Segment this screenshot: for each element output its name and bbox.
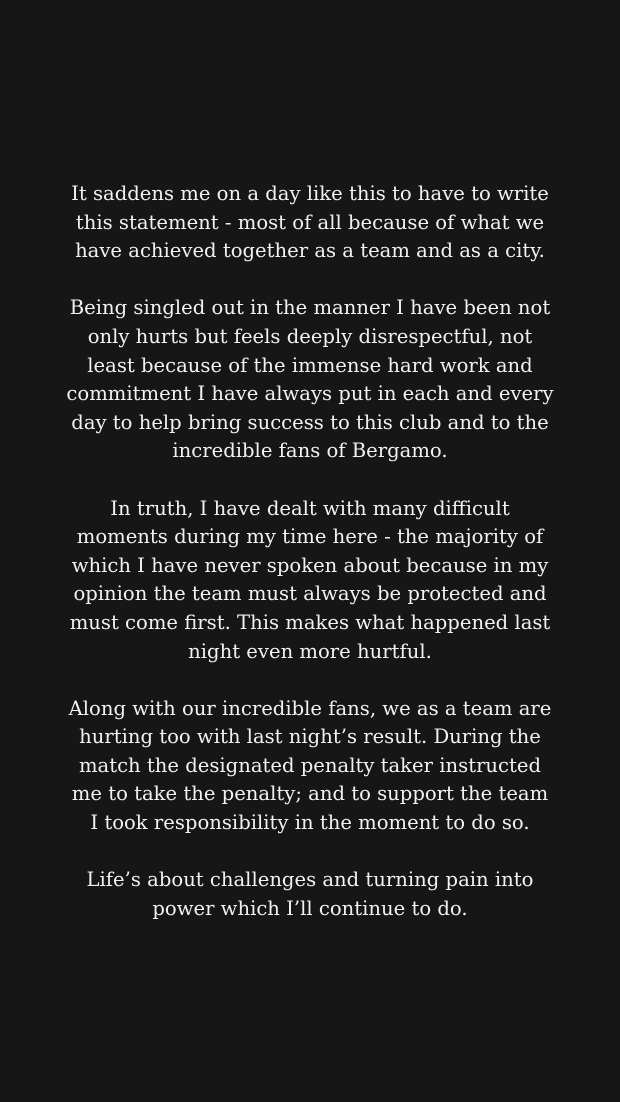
paragraph-4 bbox=[50, 695, 570, 838]
paragraph-2 bbox=[50, 294, 570, 466]
text-line: Life’s about challenges and turning pain into bbox=[86, 868, 534, 892]
text-line: me to take the penalty; and to support the team bbox=[71, 782, 549, 806]
text-line: this statement - most of all because of what we bbox=[75, 210, 545, 234]
text-line: match the designated penalty taker instructed bbox=[78, 753, 542, 777]
text-line: must come first. This makes what happened last bbox=[69, 610, 551, 634]
paragraph-5 bbox=[50, 866, 570, 923]
text-line: In truth, I have dealt with many difficult bbox=[110, 496, 510, 520]
text-line: incredible fans of Bergamo. bbox=[172, 439, 448, 463]
text-line: I took responsibility in the moment to do so. bbox=[90, 811, 530, 835]
text-line: commitment I have always put in each and every bbox=[66, 382, 554, 406]
text-line: hurting too with last night’s result. During the bbox=[79, 725, 541, 749]
text-line: opinion the team must always be protected and bbox=[73, 582, 547, 606]
paragraph-3 bbox=[50, 495, 570, 667]
text-line: power which I’ll continue to do. bbox=[152, 896, 468, 920]
text-line: least because of the immense hard work and bbox=[87, 353, 533, 377]
text-line: day to help bring success to this club and to the bbox=[71, 410, 549, 434]
text-line: Being singled out in the manner I have been not bbox=[69, 296, 551, 320]
text-line: Along with our incredible fans, we as a team are bbox=[68, 696, 552, 720]
statement-text bbox=[50, 180, 570, 923]
text-line: have achieved together as a team and as a city. bbox=[75, 239, 545, 263]
text-line: moments during my time here - the majority of bbox=[76, 525, 544, 549]
text-line: only hurts but feels deeply disrespectful, not bbox=[87, 324, 533, 348]
text-line: It saddens me on a day like this to have to write bbox=[71, 182, 549, 205]
paragraph-1 bbox=[50, 180, 570, 266]
text-line: night even more hurtful. bbox=[188, 639, 432, 663]
text-line: which I have never spoken about because in my bbox=[71, 553, 549, 577]
